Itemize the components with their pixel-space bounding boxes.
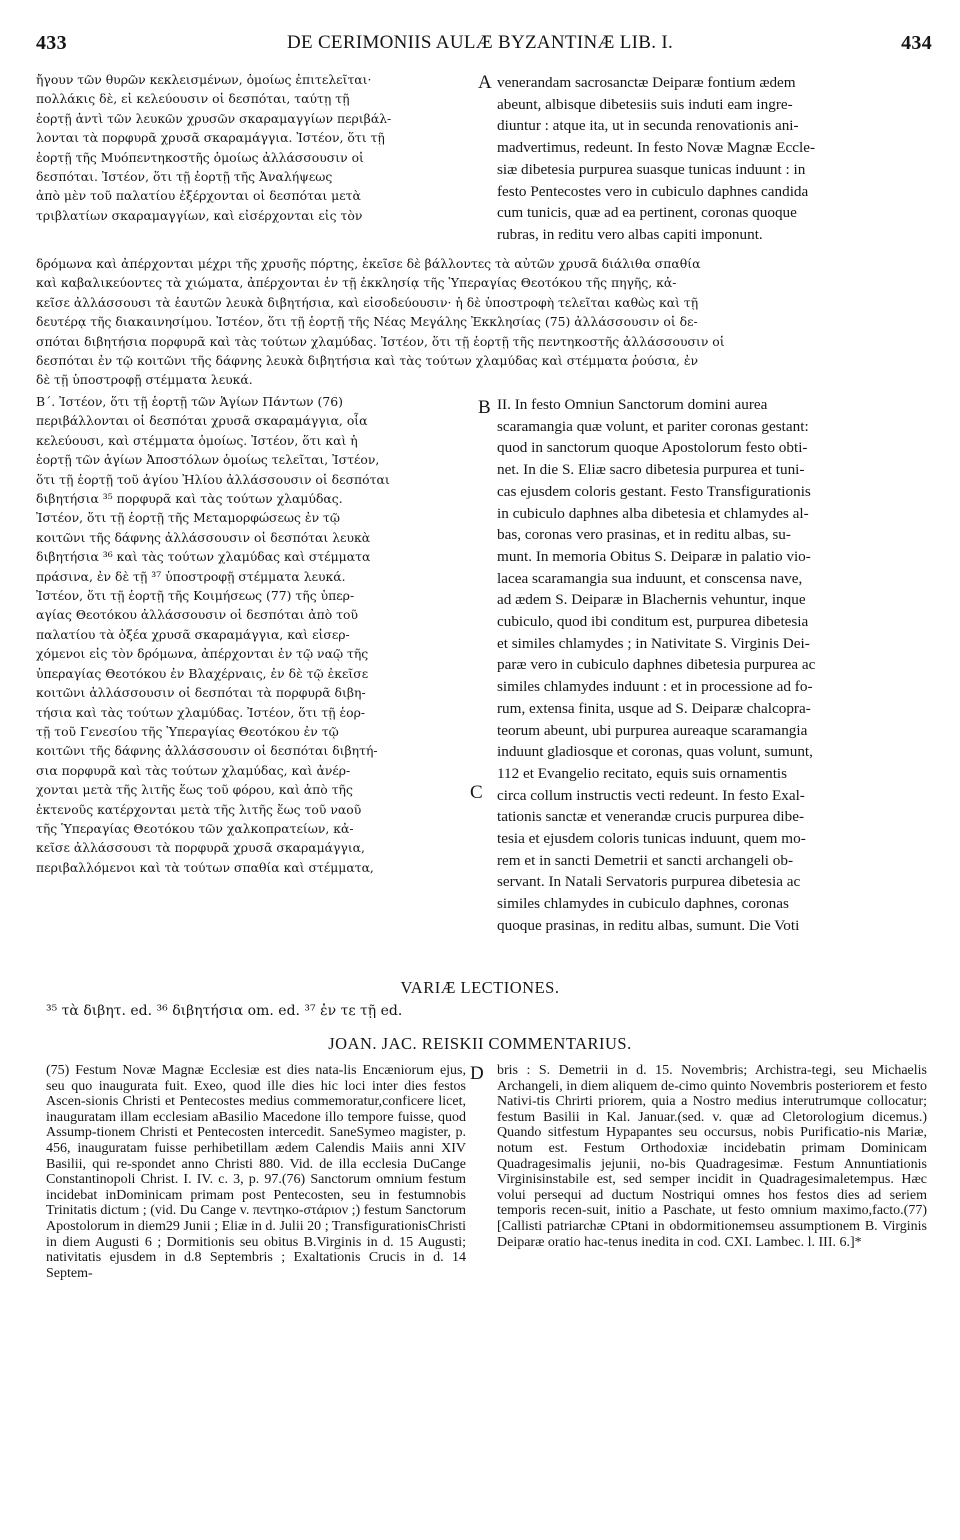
text-line: ἑορτῇ ἀντὶ τῶν λευκῶν χρυσῶν σκαραμαγγίων περιβάλ- [36,110,392,126]
running-title: DE CERIMONIIS AULÆ BYZANTINÆ LIB. I. [286,32,674,53]
latin-text-middle [497,394,927,937]
text-line: ad ædem S. Deiparæ in Blachernis vehuntur, inque [497,591,806,609]
text-line: δεσπόται. Ἰστέον, ὅτι τῇ ἑορτῇ τῆς Ἀναλήψεως [36,169,333,185]
text-line: quod in sanctorum quoque Apostolorum festo obti- [497,439,808,457]
text-line: scaramangia quæ volunt, et pariter coronas gestant: [497,417,809,435]
text-line: teorum abeunt, ubi purpurea aureaque scaramangia [497,721,808,739]
text-line: rum, extensa finita, usque ad S. Deiparæ chalcopra- [497,699,811,717]
text-line: cubiculo, quod ibi conditum est, purpurea dibetesia [497,613,809,631]
text-line: σια πορφυρᾶ καὶ τὰς τούτων χλαμύδας, καὶ ἀνέρ- [36,762,351,778]
text-line: κελεύουσι, καὶ στέμματα ὁμοίως. Ἰστέον, ὅτι καὶ ἡ [36,432,358,448]
text-line: αγίας Θεοτόκου ἀλλάσσουσιν οἱ δεσπόται ἀπὸ τοῦ [36,607,359,623]
text-line: (77) [Callisti patriarchæ CPtani in obdormitionem [497,1203,927,1234]
text-line: seu assumptionem B. Virginis Deiparæ oratio hac- [497,1218,927,1250]
text-line: Symeo magister, p. 456, inauguratam fuisse perhibet [46,1125,466,1156]
text-line: tempus. Hæc volui persequi ad ductum Nostri [497,1172,927,1203]
text-line: cimo quinto Novembris posteriorem et festo Nativi- [497,1078,927,1110]
text-line: κοιτῶνι ἀλλάσσουσιν οἱ δεσπόται τὰ πορφυρᾶ διβη- [36,685,366,701]
text-line: qui omnes hos festos dies ad seriem temporis recen- [497,1187,927,1219]
text-line: πράσινα, ἐν δὲ τῇ ³⁷ ὑποστροφῇ στέμματα λευκά. [36,568,346,584]
text-line: siæ dibetesia purpurea suasque tunicas induunt : in [497,160,806,178]
text-line: Ἰστέον, ὅτι τῇ ἑορτῇ τῆς Μεταμορφώσεως ἐν τῷ [36,510,340,526]
page-number-right: 434 [901,32,932,54]
margin-letter-b: B [478,397,491,418]
greek-text-middle [36,392,480,877]
text-line: Ἰστέον, ὅτι τῇ ἑορτῇ τῆς Κοιμήσεως (77) τῆς ὑπερ- [36,588,355,604]
text-line: tis Chrirti priorem, quia a Nostro medius inter [536,1094,808,1110]
text-line: Dominicam primam post Pentecosten, seu in festum [116,1187,436,1203]
variae-lectiones-title: VARIÆ LECTIONES. [400,978,560,997]
greek-text-top [36,70,476,225]
text-line: induunt gladiosque et coronas, quas volunt, sumunt, [497,743,813,761]
text-line: in primam Dominicam Quadragesimalis jejunii, no- [497,1140,927,1172]
text-line: ὑπεραγίας Θεοτόκου ἐν Βλαχέρναις, ἐν δὲ τῷ ἐκεῖσε [36,665,369,681]
text-line: tenus inedita in cod. CXI. Lambec. l. III. 6.]* [608,1234,862,1250]
text-line: II. In festo Omniun Sanctorum domini aurea [497,396,768,413]
text-line: spondet anno Christi 880. Vid. de illa ecclesia Du [131,1156,431,1172]
text-line: paræ vero in cubiculo daphnes dibetesia purpurea ac [497,656,816,674]
text-line: tegi, seu Michaelis Archangeli, in diem aliquem de- [497,1063,927,1094]
commentary-left-column [46,1063,466,1281]
text-line: χονται μετὰ τῆς λιτῆς ἕως τοῦ φόρου, καὶ ἀπὸ τῆς [36,782,353,798]
text-line: (sed. v. quæ ad Cletorologium dicemus.) Quando sit [497,1109,928,1141]
text-line: δὲ τῇ ὑποστροφῇ στέμματα λευκά. [36,372,253,388]
text-line: bas, coronas vero prasinas, et in reditu albas, su- [497,526,791,544]
text-line: ἀπὸ μὲν τοῦ παλατίου ἐξέρχονται οἱ δεσπόται μετὰ [36,188,361,204]
commentary-title: JOAN. JAC. REISKII COMMENTARIUS. [328,1034,632,1053]
text-line: σπόται διβητήσια πορφυρᾶ καὶ τὰς τούτων χλαμύδας. Ἰστέον, ὅτι τῇ ἑορτῇ τῆς πεντηκοστῆς ἀλλάσσουσιν οἱ [36,333,725,349]
text-line: ἑορτῇ τῆς Μυόπεντηκοστῆς ὁμοίως ἀλλάσσουσιν οἱ [36,149,364,165]
greek-text-full-width [36,254,928,390]
text-line: tationis sanctæ et venerandæ crucis purpurea dibe- [497,808,805,826]
text-line: rem et in sancti Demetrii et sancti archangeli ob- [497,851,794,869]
text-line: lis Encæniorum ejus, seu quo inaugurata fuit. Ex [46,1063,467,1094]
variae-lectiones-line: ³⁵ τὰ διβητ. ed. ³⁶ διβητήσια om. ed. ³⁷ ἐν τε τῇ ed. [46,1003,403,1019]
text-line: Β΄. Ἰστέον, ὅτι τῇ ἑορτῇ τῶν Ἁγίων Πάντων (76) [36,394,343,409]
text-line: instabile est, sed semper incidit in Quadragesimale [541,1172,850,1188]
text-line: χόμενοι εἰς τὸν δρόμωνα, ἀπέρχονται ἐν τῷ ναῷ τῆς [36,646,369,662]
text-line: suit, initio a Paschate, ut festo omnium maximo, [586,1203,873,1219]
text-line: καὶ καβαλικεύοντες τὰ χιώματα, ἀπέρχονται ἐν τῇ ἐκκλησίᾳ τῆς Ὑπεραγίας Θεοτόκου τῆς πηγῆς, κἀ- [36,275,677,291]
text-line: διβητήσια ³⁵ πορφυρᾶ καὶ τὰς τούτων χλαμύδας. [36,491,343,507]
text-line: περιβαλλόμενοι καὶ τὰ τούτων σπαθία καὶ στέμματα, [36,859,374,875]
text-line: κοιτῶνι τῆς δάφνης ἀλλάσσουσιν οἱ δεσπόται λευκὰ [36,529,371,545]
text-line: eo, quod ille dies hic loci inter dies festos Ascen- [46,1078,466,1110]
margin-letter-c: C [470,782,483,803]
text-line: facto. [872,1203,904,1219]
text-line: utrumque collocatur; festum Basilii in Kal. Januar. [497,1094,927,1125]
text-line: Virginis in d. 15 Augusti; nativitatis ejusdem in d. [46,1234,466,1266]
text-line: cum tunicis, quæ ad ea pertinent, coronas quoque [497,204,797,222]
margin-letter-a: A [478,72,492,93]
text-line: circa collum instructis vecti redeunt. In festo Exal- [497,786,805,804]
text-line: (75) Festum Novæ Magnæ Ecclesiæ est dies nata- [46,1063,344,1078]
text-line: similes chlamydes induunt : et in processione ad fo- [497,678,813,696]
text-line: illam ædem Calendis Maiis anni XIV Basilii, qui re- [46,1140,466,1172]
text-line: bis Quadragesimæ. Festum Annuntiationis Virginis [497,1156,927,1188]
text-line: τήσια καὶ τὰς τούτων χλαμύδας. Ἰστέον, ὅτι τῇ ἑορ- [36,704,366,720]
text-line: ἐκτενοῦς κατέρχονται μετὰ τῆς λιτῆς ἕως τοῦ ναοῦ [36,801,362,817]
margin-letter-d: D [470,1063,484,1084]
text-line: 8 Septembris ; Exaltationis Crucis in d. 14 Septem- [46,1250,466,1281]
text-line: net. In die S. Eliæ sacro dibetesia purpurea et tuni- [497,461,805,479]
text-line: δευτέρᾳ τῆς διακαινησίμου. Ἰστέον, ὅτι τῇ ἑορτῇ τῆς Νέας Μεγάλης Ἐκκλησίας (75) ἀλλάσσουσιν οἱ δε- [36,314,698,330]
text-line: cas ejusdem coloris gestant. Festo Transfigurationis [497,482,811,500]
text-line: στάριον ;) festum Sanctorum Apostolorum in diem [46,1203,466,1234]
text-line: festo Pentecostes vero in cubiculo daphnes candida [497,182,809,200]
text-line: ἤγουν τῶν θυρῶν κεκλεισμένων, ὁμοίως ἐπιτελεῖται· [36,72,372,87]
text-line: (76) Sanctorum omnium festum incidebat in [46,1172,466,1203]
text-line: 112 et Evangelio recitato, equis suis ornamentis [497,764,788,782]
commentary-right-column [497,1063,927,1250]
text-line: tesia et ejusdem coloris tunicas induunt, quem mo- [497,830,806,848]
text-line: Cange Constantinopoli Christ. I. IV. c. 3, p. 97. [46,1156,466,1188]
text-line: ἑορτῇ τῶν ἁγίων Ἀποστόλων ὁμοίως τελεῖται, Ἰστέον, [36,452,380,468]
text-line: diuntur : atque ita, ut in secunda renovationis ani- [497,117,799,135]
text-line: Christi in diem Augusti 6 ; Dormitionis seu obitus B. [46,1218,466,1250]
text-line: tionem Christi et Pentecosten intercedit. Sane [96,1125,357,1141]
text-line: venerandam sacrosanctæ Deiparæ fontium ædem [497,74,796,91]
text-line: lacea scaramangia sua induunt, et conscensa nave, [497,569,803,587]
text-line: bris : S. Demetrii in d. 15. Novembris; Archistra- [497,1063,812,1078]
text-line: rubras, in reditu vero albas capiti imponunt. [497,225,763,243]
text-line: in cubiculo daphnes alba dibetesia et chlamydes al- [497,504,809,522]
text-line: madvertimus, redeunt. In festo Novæ Magnæ Eccle- [497,139,816,157]
latin-text-top [497,72,927,246]
text-line: κεῖσε ἀλλάσσουσι τὰ πορφυρᾶ χρυσᾶ σκαραμάγγια, [36,840,365,856]
text-line: τῆς Ὑπεραγίας Θεοτόκου τῶν χαλκοπρατείων, κἀ- [36,820,354,836]
text-line: κοιτῶνι τῆς δάφνης ἀλλάσσουσιν οἱ δεσπόται διβητή- [36,743,378,759]
text-line: πολλάκις δὲ, εἰ κελεύουσιν οἱ δεσπόται, ταύτῃ τῇ [36,91,350,107]
text-line: nobis Trinitatis dictum ; (vid. Du Cange v. πεντηκο- [46,1187,466,1219]
text-line: similes chlamydes in cubiculo daphnes, coronas [497,895,789,913]
text-line: δρόμωνα καὶ ἀπέρχονται μέχρι τῆς χρυσῆς πόρτης, ἐκεῖσε δὲ βάλλοντες τὰ αὐτῶν χρυσᾶ διάλιθα σπαθία [36,256,701,271]
text-line: λονται τὰ πορφυρᾶ χρυσᾶ σκαραμάγγια. Ἰστέον, ὅτι τῇ [36,130,385,146]
text-line: quoque prasinas, in reditu albas, sumunt. Die Voti [497,916,800,934]
text-line: festum Hypapantes seu occursus, nobis Purificatio- [561,1125,864,1141]
text-line: κεῖσε ἀλλάσσουσι τὰ ἑαυτῶν λευκὰ διβητήσια, καὶ εἰσοδεύουσιν· ἡ δὲ ὑποστροφὴ τελεῖται καθὼς καὶ τῇ [36,294,699,310]
text-line: διβητήσια ³⁶ καὶ τὰς τούτων χλαμύδας καὶ στέμματα [36,549,371,565]
text-line: sionis Christi et Pentecostes medius commemoratur, [85,1094,383,1110]
text-line: τριβλατίων σκαραμαγγίων, καὶ εἰσέρχονται εἰς τὸν [36,207,363,223]
page-number-left: 433 [36,32,67,54]
text-line: et similes chlamydes ; in Nativitate S. Virginis Dei- [497,634,810,652]
text-line: servant. In Natali Servatoris purpurea dibetesia ac [497,873,801,891]
text-line: nis Mariæ, notum est. Festum Orthodoxiæ incidebat [497,1125,927,1156]
text-line: Basilio Macedone illo tempore fuisse, quod Assump- [46,1109,466,1141]
text-line: τῇ τοῦ Γενεσίου τῆς Ὑπεραγίας Θεοτόκου ἐν τῷ [36,723,339,739]
text-line: munt. In memoria Obitus S. Deiparæ in palatio vio- [497,547,811,565]
text-line: ὅτι τῇ ἑορτῇ τοῦ ἁγίου Ἠλίου ἀλλάσσουσιν οἱ δεσπόται [36,471,390,487]
text-line: conficere licet, inauguratam illam ecclesiam a [46,1094,467,1125]
text-line: abeunt, albisque dibetesiis suis induti eam ingre- [497,95,793,113]
text-line: 29 Junii ; Eliæ in d. Julii 20 ; Transfigurationis [165,1218,428,1234]
text-line: περιβάλλονται οἱ δεσπόται χρυσᾶ σκαραμάγγια, οἷα [36,413,368,429]
text-line: δεσπόται ἐν τῷ κοιτῶνι τῆς δάφνης λευκὰ διβητήσια καὶ τὰς τούτων χλαμύδας καὶ στέμματα ῥούσια, ἐν [36,353,699,369]
text-line: παλατίου τὰ ὀξέα χρυσᾶ σκαραμάγγια, καὶ εἰσερ- [36,626,350,642]
